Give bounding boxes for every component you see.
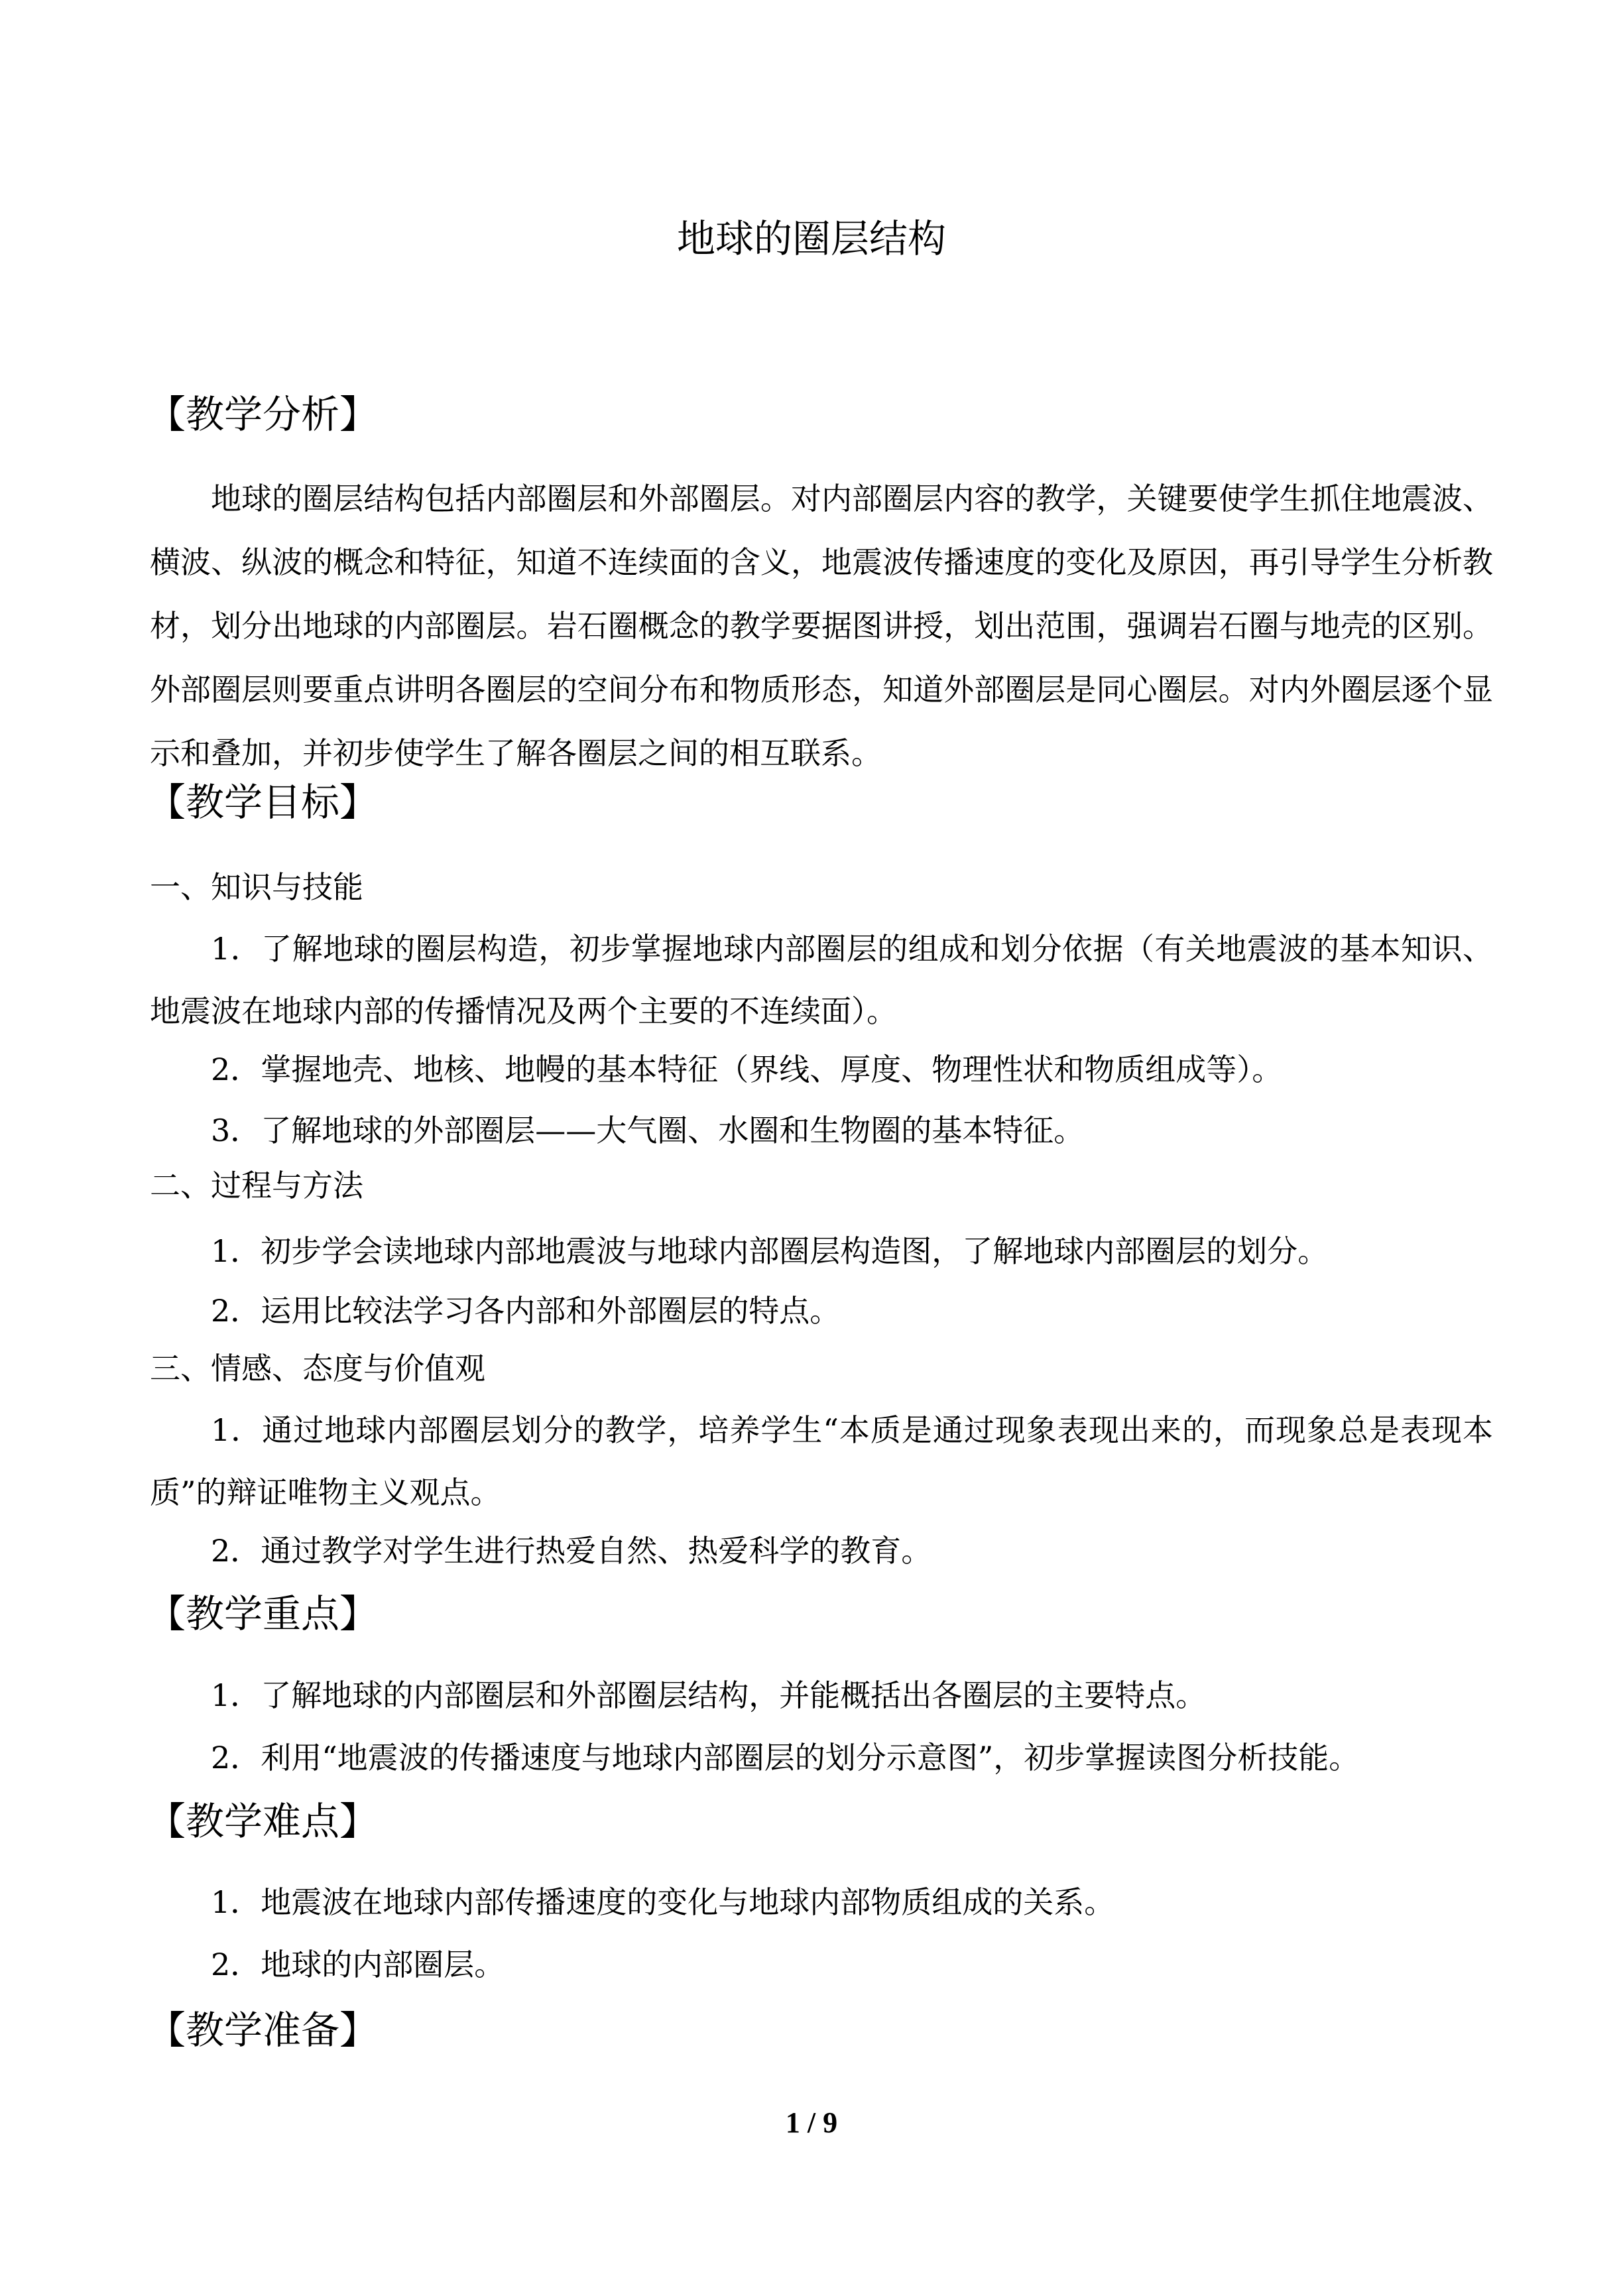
key-point-item: 2．利用“地震波的传播速度与地球内部圈层的划分示意图”，初步掌握读图分析技能。: [211, 1740, 1360, 1776]
objective-item: 1．了解地球的圈层构造，初步掌握地球内部圈层的组成和划分依据（有关地震波的基本知识、地震波在地球内部的传播情况及两个主要的不连续面）。: [150, 931, 1493, 1029]
subsection-title-process: 二、过程与方法: [150, 1168, 363, 1203]
page-number: 1 / 9: [785, 2106, 838, 2139]
objective-item: 1．通过地球内部圈层划分的教学，培养学生“本质是通过现象表现出来的，而现象总是表现本质”的辩证唯物主义观点。: [150, 1412, 1493, 1510]
section-heading-preparation: 【教学准备】: [147, 2008, 379, 2053]
section-heading-analysis: 【教学分析】: [147, 392, 379, 437]
section-heading-objectives: 【教学目标】: [147, 780, 379, 825]
difficulty-item: 1．地震波在地球内部传播速度的变化与地球内部物质组成的关系。: [211, 1884, 1115, 1920]
objective-item: 2．通过教学对学生进行热爱自然、热爱科学的教育。: [211, 1533, 932, 1569]
difficulty-item: 2．地球的内部圈层。: [211, 1947, 505, 1982]
objective-item: 1．初步学会读地球内部地震波与地球内部圈层构造图，了解地球内部圈层的划分。: [211, 1233, 1329, 1269]
section-heading-key-points: 【教学重点】: [147, 1591, 379, 1636]
subsection-title-values: 三、情感、态度与价值观: [150, 1351, 485, 1386]
subsection-title-knowledge: 一、知识与技能: [150, 869, 363, 905]
section-heading-difficulties: 【教学难点】: [147, 1799, 379, 1844]
key-point-item: 1．了解地球的内部圈层和外部圈层结构，并能概括出各圈层的主要特点。: [211, 1677, 1207, 1713]
objective-item: 2．运用比较法学习各内部和外部圈层的特点。: [211, 1293, 841, 1329]
objective-item: 2．掌握地壳、地核、地幔的基本特征（界线、厚度、物理性状和物质组成等）。: [211, 1052, 1283, 1087]
objective-item: 3．了解地球的外部圈层——大气圈、水圈和生物圈的基本特征。: [211, 1113, 1085, 1148]
page-title: 地球的圈层结构: [676, 216, 946, 261]
analysis-paragraph: 地球的圈层结构包括内部圈层和外部圈层。对内部圈层内容的教学，关键要使学生抓住地震波、横波、纵波的概念和特征，知道不连续面的含义，地震波传播速度的变化及原因，再引导学生分析教材，划分出地球的内部圈层。岩石圈概念的教学要据图讲授，划出范围，强调岩石圈与地壳的区别。外部圈层则要重点讲明各圈层的空间分布和物质形态，知道外部圈层是同心圈层。对内外圈层逐个显示和叠加，并初步使学生了解各圈层之间的相互联系。: [150, 481, 1493, 771]
